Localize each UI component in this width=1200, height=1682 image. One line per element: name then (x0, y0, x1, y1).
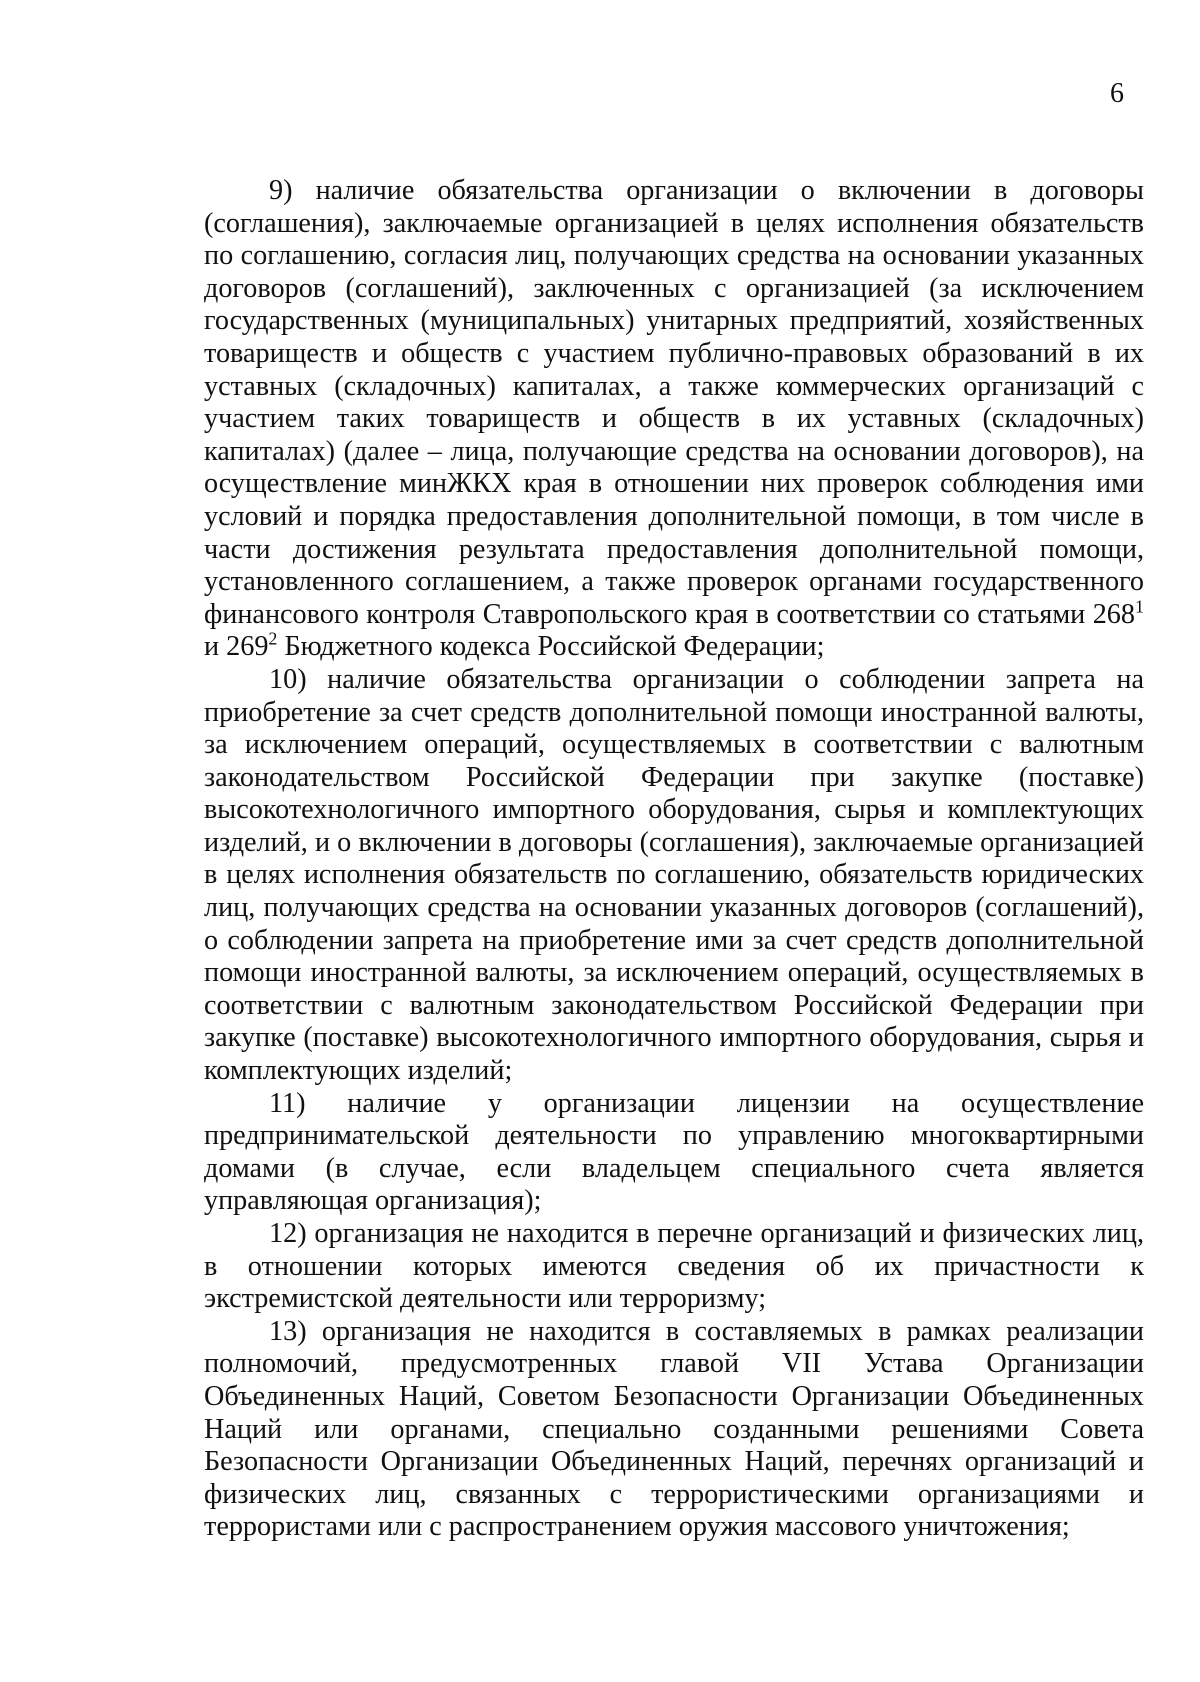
superscript-2: 2 (268, 628, 278, 649)
paragraph-9-tail: Бюджетного кодекса Российской Федерации; (277, 631, 825, 663)
paragraph-item-12: 12) организация не находится в перечне организаций и физических лиц, в отношении которых имеются сведения об их причастности к экстремистской деятельности или терроризму; (204, 1218, 1144, 1315)
page-number: 6 (1110, 78, 1124, 109)
paragraph-9-text: 9) наличие обязательства организации о включении в договоры (соглашения), заключаемые организацией в целях исполнения обязательств по соглашению, согласия лиц, получающих средства на основании указанных договоров (соглашений), заключенных с организацией (за исключением государственных (муниципальных) унитарных предприятий, хозяйственных товариществ и обществ с участием публично-правовых образований в их уставных (складочных) капиталах, а также коммерческих организаций с участием таких товариществ и обществ в их уставных (складочных) капиталах) (далее – лица, получающие средства на основании договоров), на осуществление минЖКХ края в отношении них проверок соблюдения ими условий и порядка предоставления дополнительной помощи, в том числе в части достижения результата предоставления дополнительной помощи, установленного соглашением, а также проверок органами государственного финансового контроля Ставропольского края в соответствии со статьями 268 (204, 175, 1144, 630)
paragraph-item-10: 10) наличие обязательства организации о соблюдении запрета на приобретение за счет средств дополнительной помощи иностранной валюты, за исключением операций, осуществляемых в соответствии с валютным законодательством Российской Федерации при закупке (поставке) высокотехнологичного импортного оборудования, сырья и комплектующих изделий, и о включении в договоры (соглашения), заключаемые организацией в целях исполнения обязательств по соглашению, обязательств юридических лиц, получающих средства на основании указанных договоров (соглашений), о соблюдении запрета на приобретение ими за счет средств дополнительной помощи иностранной валюты, за исключением операций, осуществляемых в соответствии с валютным законодательством Российской Федерации при закупке (поставке) высокотехнологичного импортного оборудования, сырья и комплектующих изделий; (204, 663, 1144, 1087)
paragraph-item-11: 11) наличие у организации лицензии на осуществление предпринимательской деятельности по управлению многоквартирными домами (в случае, если владельцем специального счета является управляющая организация); (204, 1087, 1144, 1217)
paragraph-item-9 (204, 175, 1144, 664)
superscript-1: 1 (1135, 596, 1144, 617)
paragraph-9-mid: и 269 (204, 631, 269, 663)
paragraph-item-13: 13) организация не находится в составляемых в рамках реализации полномочий, предусмотренных главой VII Устава Организации Объединенных Наций, Советом Безопасности Организации Объединенных Наций или органами, специально созданными решениями Совета Безопасности Организации Объединенных Наций, перечнях организаций и физических лиц, связанных с террористическими организациями и террористами или с распространением оружия массового уничтожения; (204, 1315, 1144, 1543)
document-body (204, 175, 1144, 1544)
